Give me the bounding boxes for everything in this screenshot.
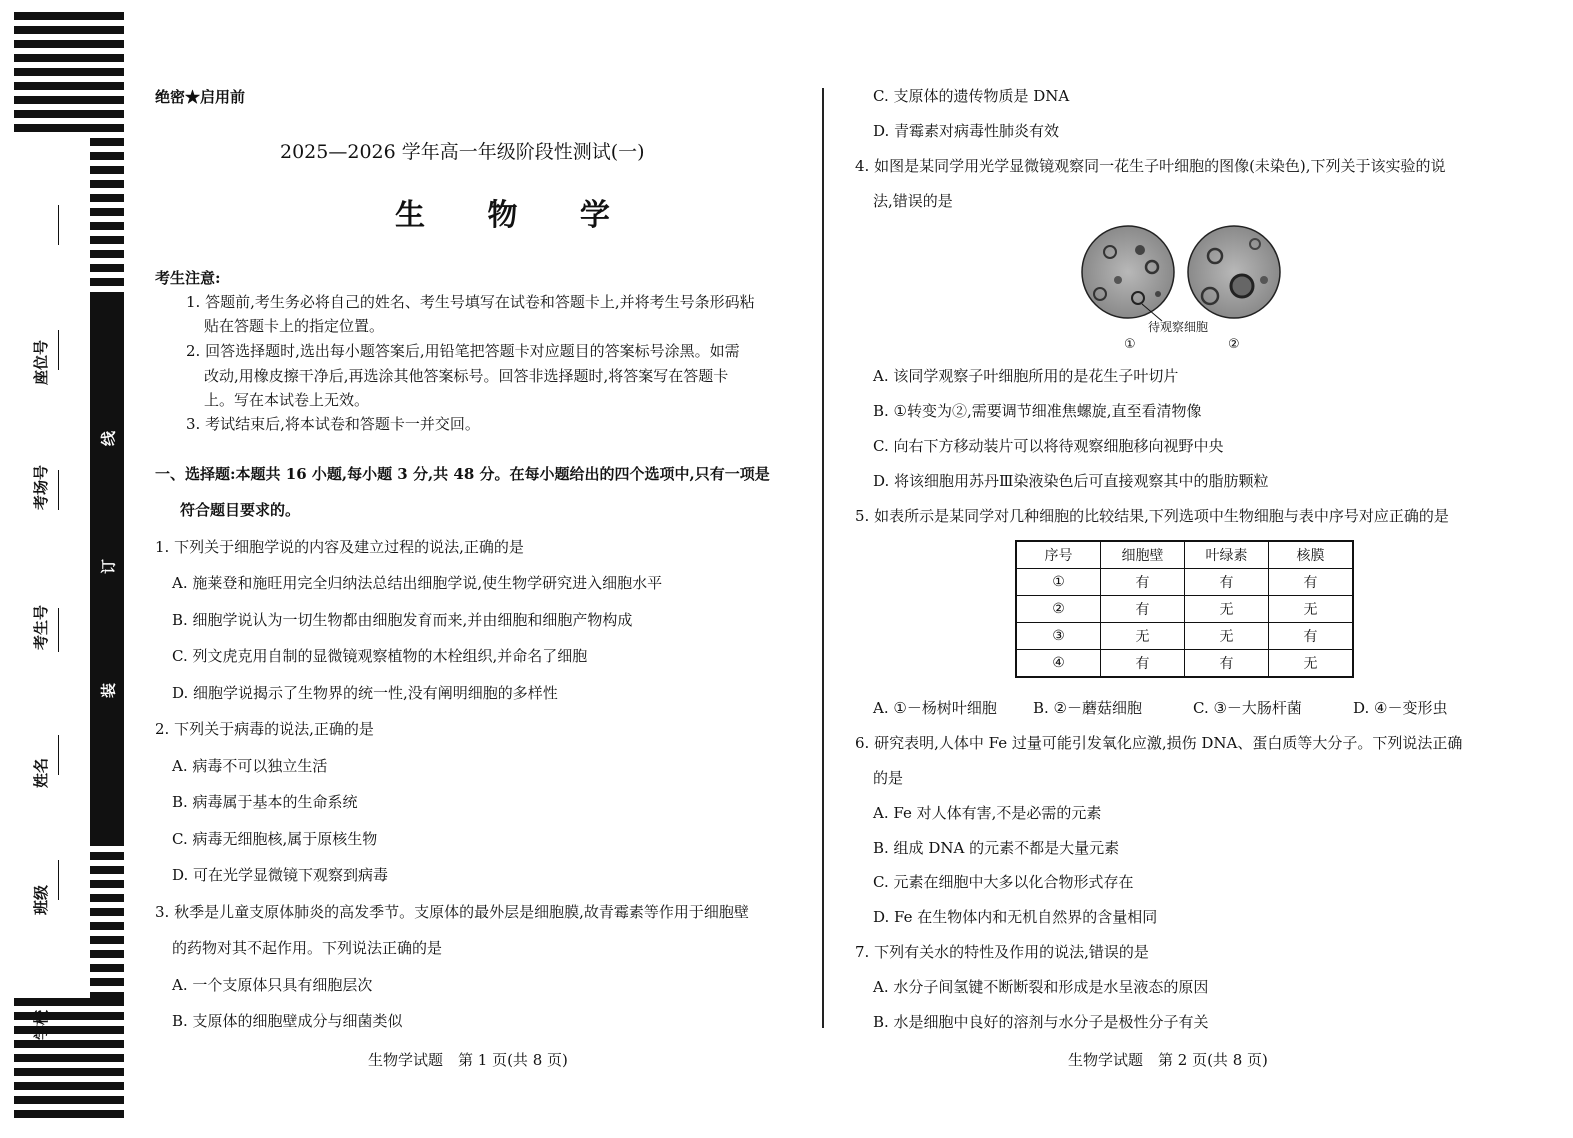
notice-title: 考生注意: (155, 269, 221, 287)
q5-option-c[interactable]: C. ③－大肠杆菌 (1193, 699, 1302, 717)
table-header-cell: 核膜 (1269, 541, 1354, 569)
q2-stem: 2. 下列关于病毒的说法,正确的是 (155, 720, 374, 738)
table-header-cell: 细胞壁 (1101, 541, 1185, 569)
q5-option-a[interactable]: A. ①－杨树叶细胞 (873, 699, 997, 717)
q4-option-a[interactable]: A. 该同学观察子叶细胞所用的是花生子叶切片 (873, 367, 1179, 385)
table-cell: ③ (1016, 623, 1101, 650)
q6-option-c[interactable]: C. 元素在细胞中大多以化合物形式存在 (873, 873, 1134, 891)
q6-option-a[interactable]: A. Fe 对人体有害,不是必需的元素 (873, 804, 1102, 822)
table-cell: 有 (1269, 569, 1354, 596)
field-class-label: 班级 (32, 884, 50, 915)
notice-line: 3. 考试结束后,将本试卷和答题卡一并交回。 (186, 415, 480, 433)
table-row (1016, 569, 1353, 596)
q6-stem-cont: 的是 (873, 769, 904, 787)
page2-footer: 生物学试题 第 2 页(共 8 页) (1068, 1051, 1268, 1069)
q7-option-a[interactable]: A. 水分子间氢键不断断裂和形成是水呈液态的原因 (873, 978, 1209, 996)
table-cell: 无 (1185, 623, 1269, 650)
field-school-label: 学校 (32, 1009, 50, 1040)
table-cell: 无 (1185, 596, 1269, 623)
q2-option-a[interactable]: A. 病毒不可以独立生活 (172, 757, 328, 775)
q3-option-c[interactable]: C. 支原体的遗传物质是 DNA (873, 87, 1070, 105)
table-row (1016, 596, 1353, 623)
page1-footer: 生物学试题 第 1 页(共 8 页) (368, 1051, 568, 1069)
exam-title: 2025—2026 学年高一年级阶段性测试(一) (280, 141, 645, 163)
q7-option-b[interactable]: B. 水是细胞中良好的溶剂与水分子是极性分子有关 (873, 1013, 1209, 1031)
micrograph-view-2 (1188, 226, 1280, 318)
notice-line: 改动,用橡皮擦干净后,再选涂其他答案标号。回答非选择题时,将答案写在答题卡 (204, 367, 729, 385)
table-cell: 无 (1101, 623, 1185, 650)
comparison-table (1015, 540, 1354, 678)
micrograph-number-1: ① (1124, 337, 1136, 352)
q1-option-c[interactable]: C. 列文虎克用自制的显微镜观察植物的木栓组织,并命名了细胞 (172, 647, 588, 665)
field-room-number[interactable] (30, 330, 90, 510)
q7-stem: 7. 下列有关水的特性及作用的说法,错误的是 (855, 943, 1149, 961)
section-heading: 一、选择题:本题共 16 小题,每小题 3 分,共 48 分。在每小题给出的四个选项中,只有一项是 (155, 465, 770, 483)
q3-option-d[interactable]: D. 青霉素对病毒性肺炎有效 (873, 122, 1060, 140)
q6-option-b[interactable]: B. 组成 DNA 的元素不都是大量元素 (873, 839, 1120, 857)
q1-option-a[interactable]: A. 施莱登和施旺用完全归纳法总结出细胞学说,使生物学研究进入细胞水平 (172, 574, 663, 592)
micrograph-label: 待观察细胞 (1148, 320, 1209, 334)
notice-line: 上。写在本试卷上无效。 (204, 391, 370, 409)
field-student-number[interactable] (30, 470, 90, 650)
table-cell: ④ (1016, 650, 1101, 678)
table-cell: 有 (1185, 569, 1269, 596)
subject-title: 生 物 学 (395, 198, 636, 233)
q1-stem: 1. 下列关于细胞学说的内容及建立过程的说法,正确的是 (155, 538, 524, 556)
field-class[interactable] (30, 735, 90, 915)
table-cell: 有 (1101, 569, 1185, 596)
table-cell: 有 (1101, 650, 1185, 678)
q5-stem: 5. 如表所示是某同学对几种细胞的比较结果,下列选项中生物细胞与表中序号对应正确的是 (855, 507, 1449, 525)
q1-option-b[interactable]: B. 细胞学说认为一切生物都由细胞发育而来,并由细胞和细胞产物构成 (172, 611, 633, 629)
field-student-number-label: 考生号 (32, 604, 50, 650)
q3-stem-cont: 的药物对其不起作用。下列说法正确的是 (172, 939, 443, 957)
q4-stem: 4. 如图是某同学用光学显微镜观察同一花生子叶细胞的图像(未染色),下列关于该实验的说 (855, 157, 1446, 175)
q3-stem: 3. 秋季是儿童支原体肺炎的高发季节。支原体的最外层是细胞膜,故青霉素等作用于细胞壁 (155, 903, 749, 921)
micrograph-number-2: ② (1228, 337, 1240, 352)
table-cell: 有 (1269, 623, 1354, 650)
notice-line: 2. 回答选择题时,选出每小题答案后,用铅笔把答题卡对应题目的答案标号涂黑。如需 (186, 342, 740, 360)
table-cell: ① (1016, 569, 1101, 596)
micrograph-view-1 (1082, 226, 1174, 321)
table-cell: 无 (1269, 596, 1354, 623)
q4-option-d[interactable]: D. 将该细胞用苏丹Ⅲ染液染色后可直接观察其中的脂肪颗粒 (873, 472, 1269, 490)
field-seat-number[interactable] (30, 205, 90, 385)
q4-option-c[interactable]: C. 向右下方移动装片可以将待观察细胞移向视野中央 (873, 437, 1224, 455)
q2-option-b[interactable]: B. 病毒属于基本的生命系统 (172, 793, 358, 811)
table-cell: 无 (1269, 650, 1354, 678)
field-seat-number-label: 座位号 (32, 339, 50, 385)
q1-option-d[interactable]: D. 细胞学说揭示了生物界的统一性,没有阐明细胞的多样性 (172, 684, 558, 702)
column-divider (822, 88, 824, 1028)
q4-stem-cont: 法,错误的是 (873, 192, 953, 210)
section-heading-cont: 符合题目要求的。 (180, 501, 301, 519)
barcode-top (14, 12, 124, 138)
table-cell: 有 (1185, 650, 1269, 678)
table-header-cell: 叶绿素 (1185, 541, 1269, 569)
binding-mark-zhuang: 装 (99, 683, 118, 699)
field-name-label: 姓名 (32, 757, 50, 788)
q2-option-c[interactable]: C. 病毒无细胞核,属于原核生物 (172, 830, 378, 848)
secret-mark: 绝密★启用前 (155, 88, 246, 106)
binding-mark-xian: 线 (99, 431, 118, 447)
q3-option-b[interactable]: B. 支原体的细胞壁成分与细菌类似 (172, 1012, 403, 1030)
q4-option-b[interactable]: B. ①转变为②,需要调节细准焦螺旋,直至看清物像 (873, 402, 1202, 420)
binding-mark-ding: 订 (99, 559, 118, 575)
table-row (1016, 650, 1353, 678)
table-row (1016, 623, 1353, 650)
table-cell: ② (1016, 596, 1101, 623)
q3-option-a[interactable]: A. 一个支原体只具有细胞层次 (172, 976, 373, 994)
notice-line: 1. 答题前,考生务必将自己的姓名、考生号填写在试卷和答题卡上,并将考生号条形码粘 (186, 293, 755, 311)
q6-option-d[interactable]: D. Fe 在生物体内和无机自然界的含量相同 (873, 908, 1158, 926)
q5-option-d[interactable]: D. ④－变形虫 (1353, 699, 1448, 717)
micrograph-figure (1080, 222, 1290, 357)
table-cell: 有 (1101, 596, 1185, 623)
table-header-cell: 序号 (1016, 541, 1101, 569)
field-name[interactable] (30, 608, 90, 788)
notice-line: 贴在答题卡上的指定位置。 (204, 317, 385, 335)
field-room-number-label: 考场号 (32, 464, 50, 510)
field-school[interactable] (30, 860, 90, 1040)
q6-stem: 6. 研究表明,人体中 Fe 过量可能引发氧化应激,损伤 DNA、蛋白质等大分子。下列说法正确 (855, 734, 1463, 752)
q5-option-b[interactable]: B. ②－蘑菇细胞 (1033, 699, 1143, 717)
q2-option-d[interactable]: D. 可在光学显微镜下观察到病毒 (172, 866, 389, 884)
